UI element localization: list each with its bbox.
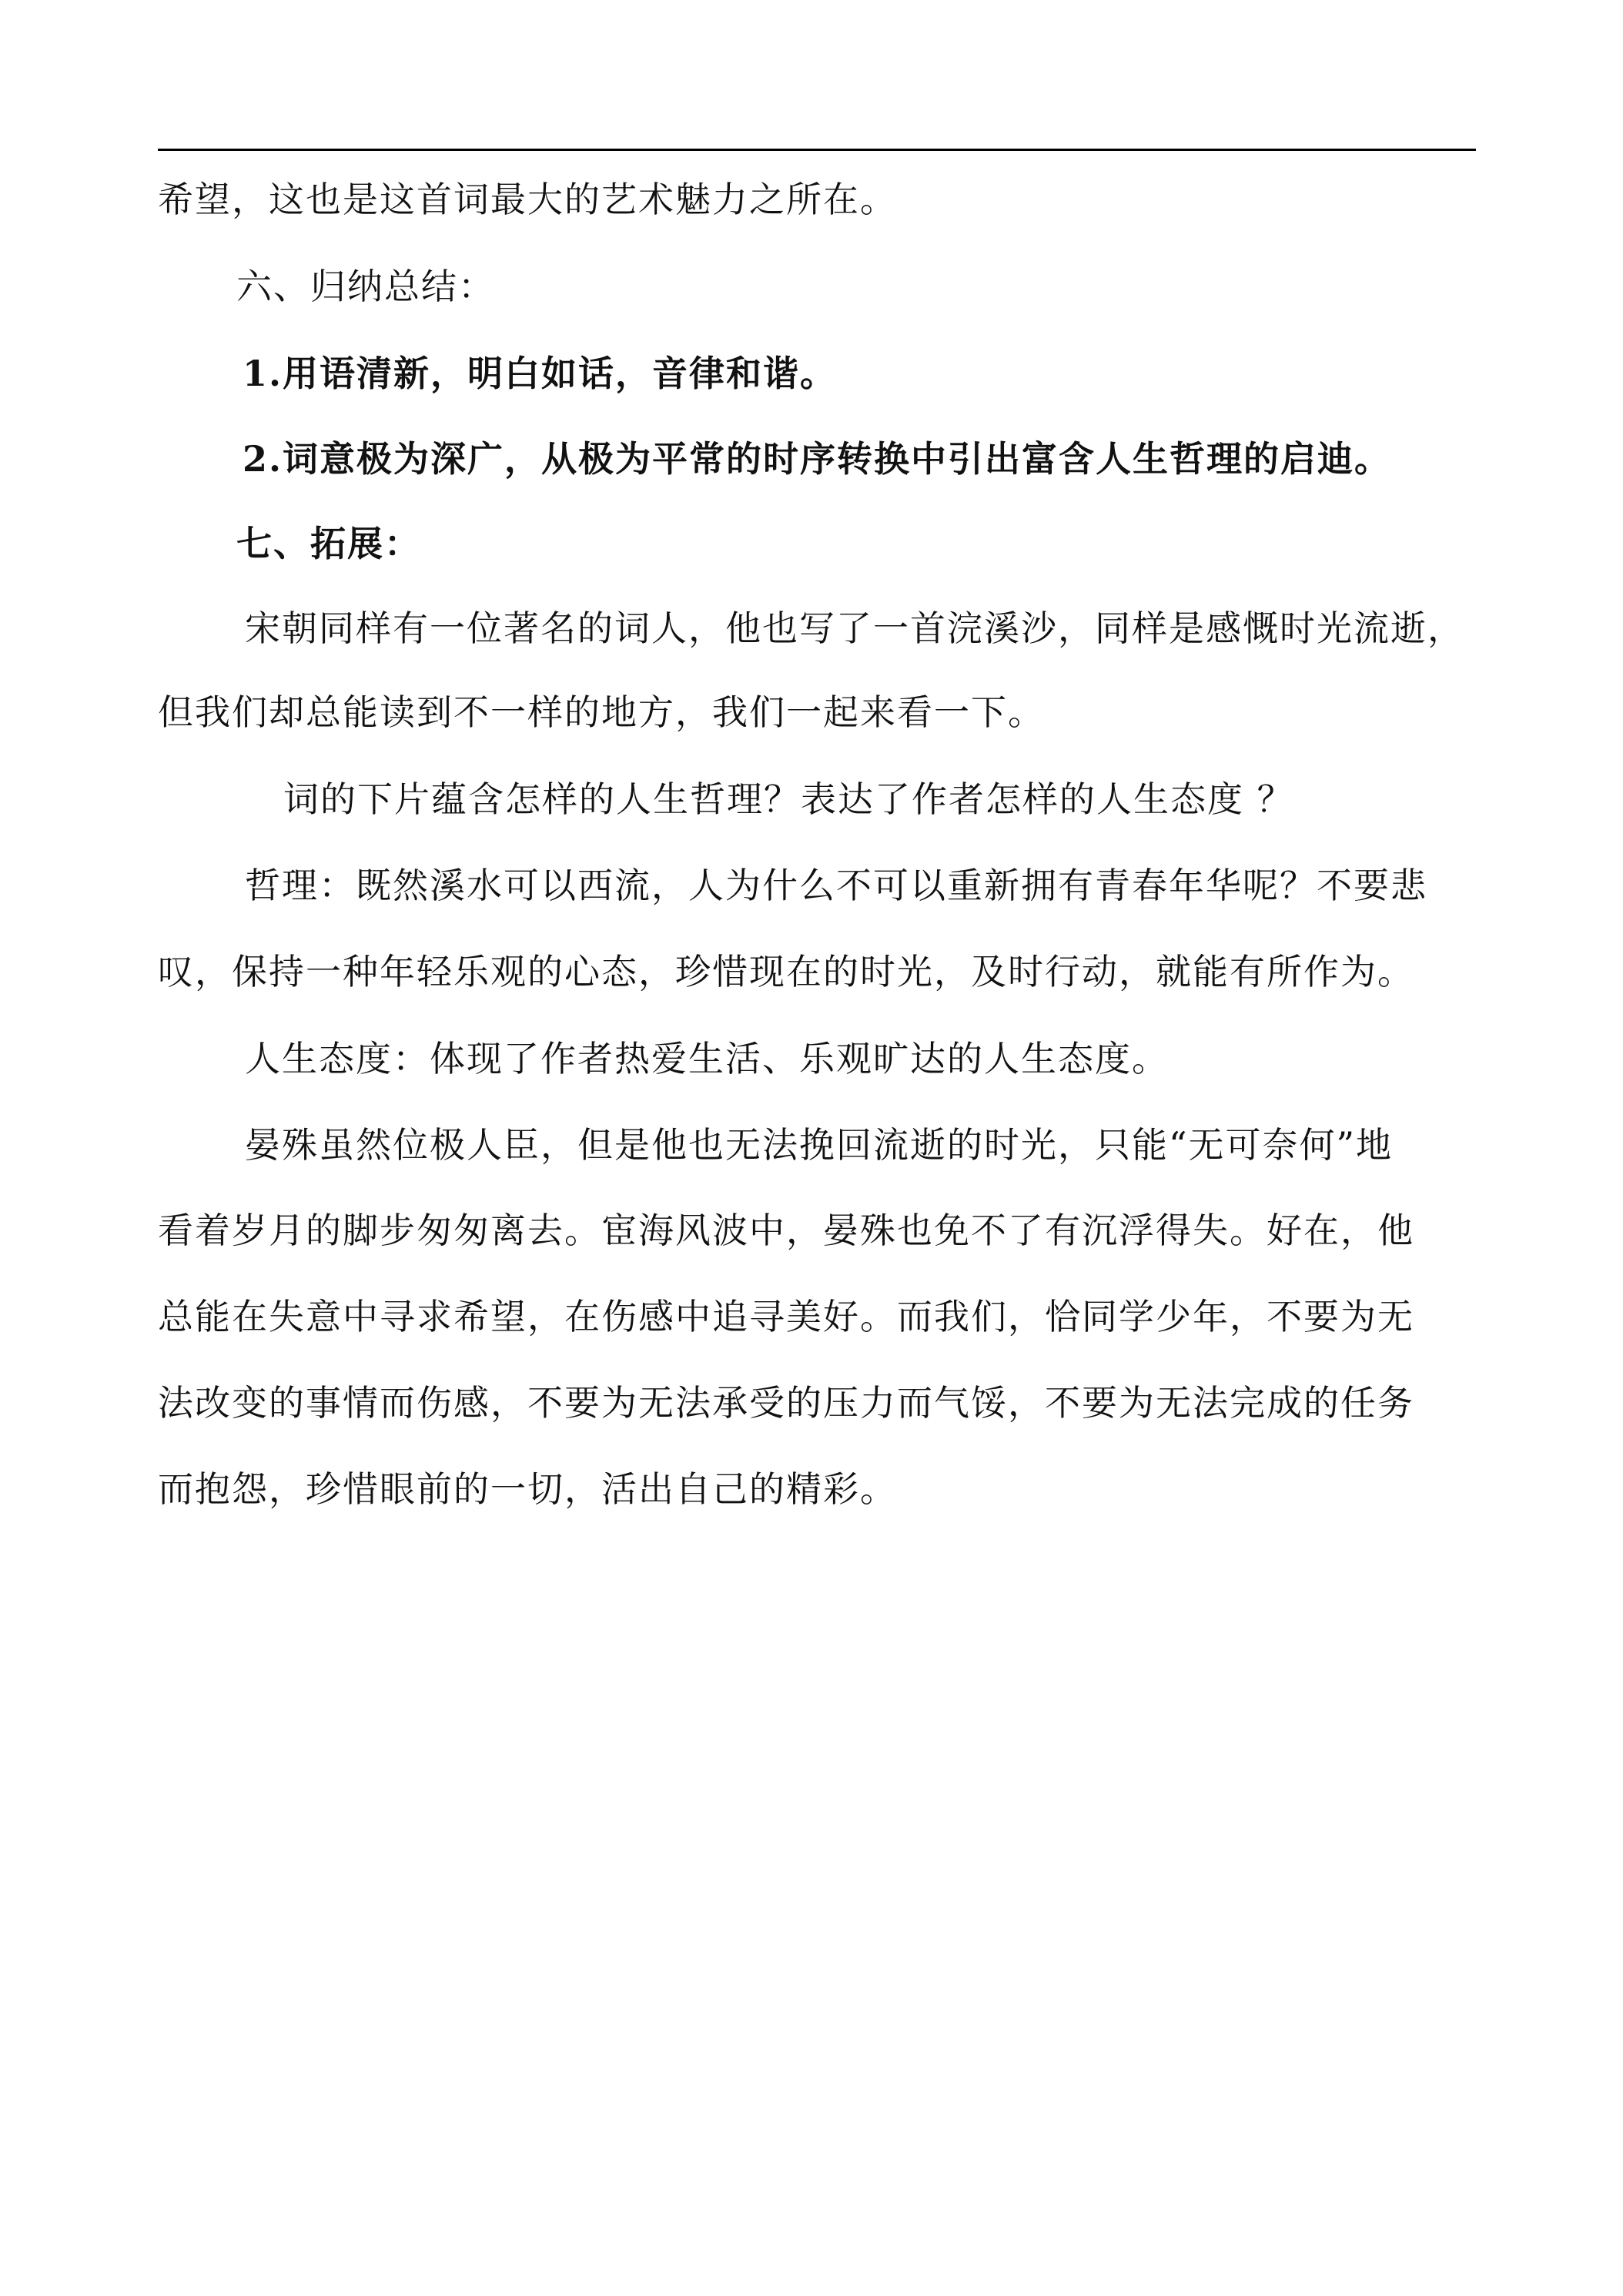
closing-paragraph-line-4: 法改变的事情而伤感，不要为无法承受的压力而气馁，不要为无法完成的任务 xyxy=(158,1382,1414,1424)
question-line: 词的下片蕴含怎样的人生哲理？表达了作者怎样的人生态度 ？ xyxy=(283,778,1294,820)
philosophy-line-2: 叹，保持一种年轻乐观的心态，珍惜现在的时光，及时行动，就能有所作为。 xyxy=(158,951,1414,992)
summary-point-1: 1.用语清新，明白如话，音律和谐。 xyxy=(243,353,838,394)
closing-paragraph-line-3: 总能在失意中寻求希望，在伤感中追寻美好。而我们，恰同学少年，不要为无 xyxy=(158,1296,1414,1337)
header-rule xyxy=(158,149,1476,151)
philosophy-line-1: 哲理：既然溪水可以西流，人为什么不可以重新拥有青春年华呢？不要悲 xyxy=(245,865,1427,906)
extension-paragraph-line-1: 宋朝同样有一位著名的词人，他也写了一首浣溪沙，同样是感慨时光流逝， xyxy=(245,607,1464,649)
closing-paragraph-line-5: 而抱怨，珍惜眼前的一切，活出自己的精彩。 xyxy=(158,1468,897,1510)
closing-paragraph-line-2: 看着岁月的脚步匆匆离去。宦海风波中，晏殊也免不了有沉浮得失。好在，他 xyxy=(158,1210,1414,1251)
life-attitude-line: 人生态度：体现了作者热爱生活、乐观旷达的人生态度。 xyxy=(245,1038,1169,1079)
closing-paragraph-line-1: 晏殊虽然位极人臣，但是他也无法挽回流逝的时光，只能“无可奈何”地 xyxy=(245,1124,1394,1166)
section-heading-summary: 六、归纳总结： xyxy=(236,266,495,307)
section-heading-extension: 七、拓展： xyxy=(236,523,421,564)
extension-paragraph-line-2: 但我们却总能读到不一样的地方，我们一起来看一下。 xyxy=(158,691,1045,733)
paragraph-continuation-line: 希望，这也是这首词最大的艺术魅力之所在。 xyxy=(158,179,897,220)
summary-point-2: 2.词意极为深广，从极为平常的时序转换中引出富含人生哲理的启迪。 xyxy=(243,438,1392,480)
